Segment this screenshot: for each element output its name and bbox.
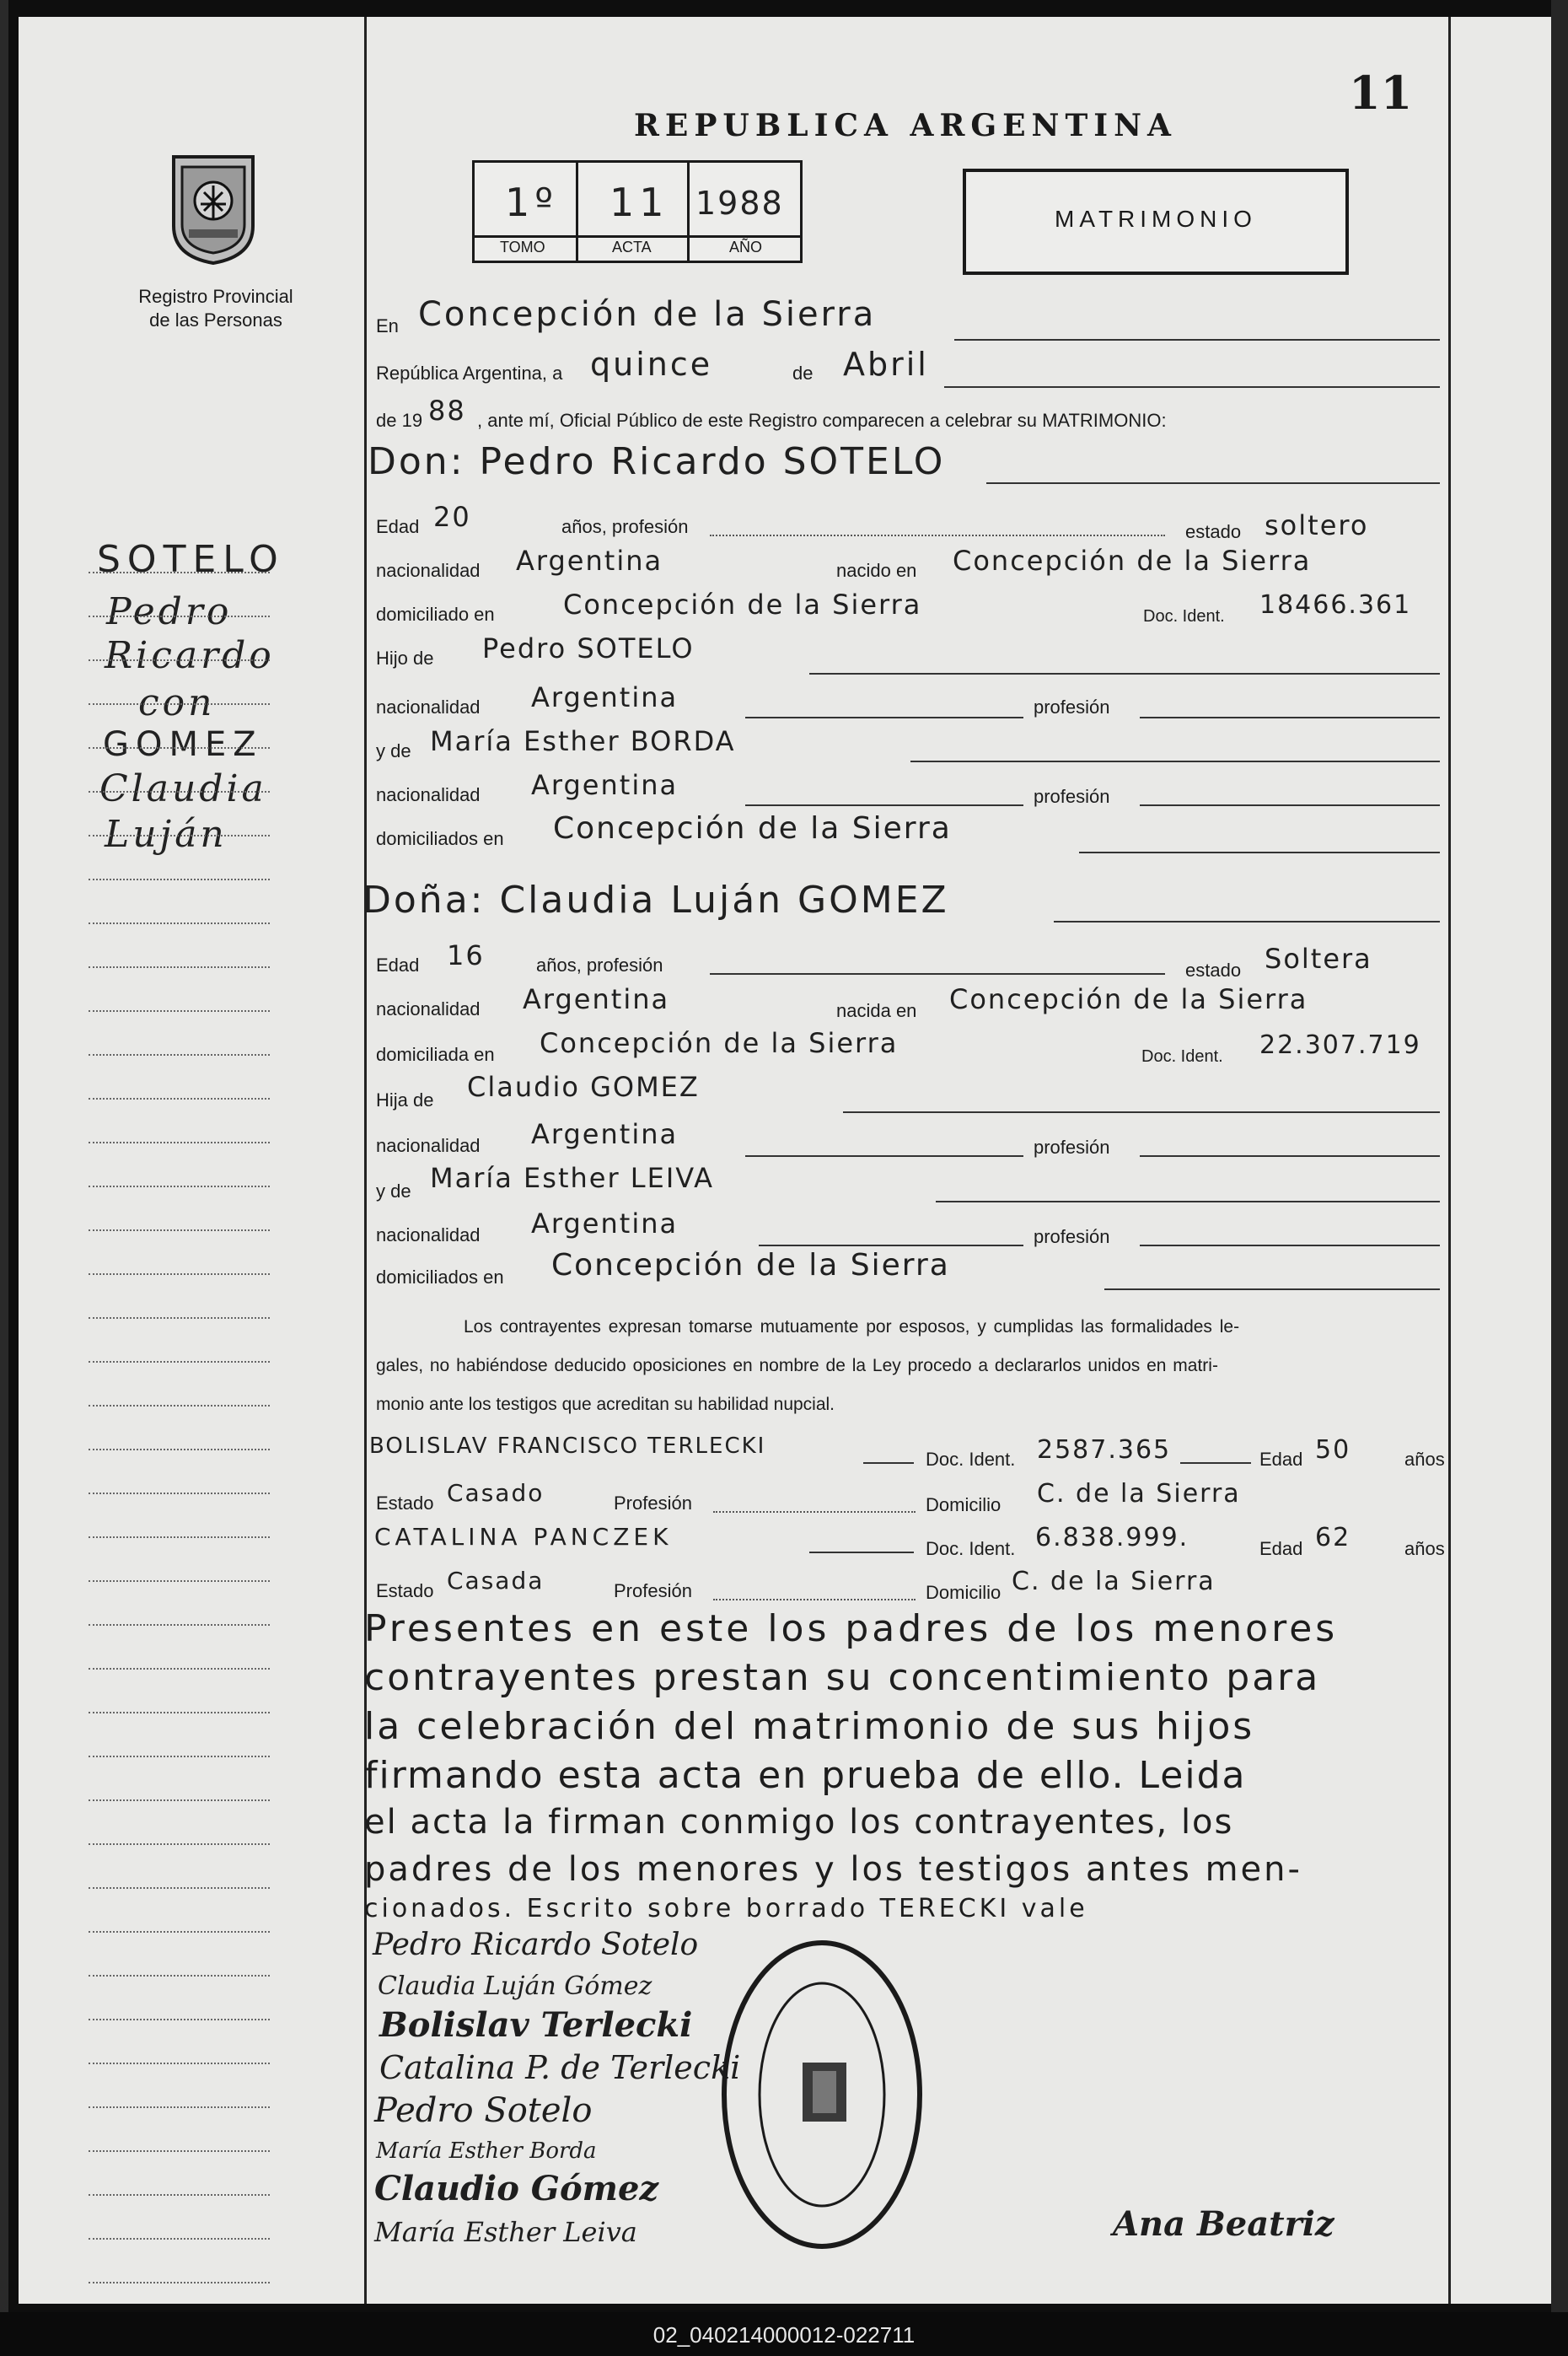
- tomo-label: TOMO: [500, 239, 545, 256]
- groom-y-de-label: y de: [376, 740, 411, 761]
- bride-nacionalidad: Argentina: [523, 983, 670, 1015]
- declaration-line-3: monio ante los testigos que acreditan su habilidad nupcial.: [376, 1395, 835, 1414]
- notes-line-2: contrayentes prestan su concentimiento para: [364, 1656, 1321, 1699]
- act-type-box: [963, 169, 1349, 275]
- groom-mother-prof-label: profesión: [1034, 786, 1110, 807]
- groom-anios-profesion: años, profesión: [561, 516, 689, 537]
- groom-estado-label: estado: [1185, 521, 1242, 542]
- bride-mother-nac: Argentina: [531, 1208, 679, 1240]
- signature-bride-mother: María Esther Leiva: [374, 2216, 637, 2248]
- ruled-line: [89, 1668, 270, 1670]
- ruled-line: [89, 572, 270, 573]
- signature-groom-father: Pedro Sotelo: [374, 2091, 593, 2130]
- ruled-line: [89, 1799, 270, 1801]
- dotted-line: [713, 1599, 916, 1600]
- anio-label: AÑO: [729, 239, 763, 256]
- tomo-acta-box: [472, 160, 803, 263]
- ruled-line: [89, 966, 270, 968]
- witness2-edad-label: Edad: [1259, 1538, 1303, 1559]
- image-code: 02_040214000012-022711: [652, 2322, 916, 2348]
- ruled-line: [89, 1405, 270, 1407]
- ruled-line: [89, 1580, 270, 1582]
- bride-father-nac-label: nacionalidad: [376, 1135, 481, 1156]
- bride-nacida-label: nacida en: [836, 1000, 917, 1021]
- bride-heading: Doña: Claudia Luján GOMEZ: [362, 879, 949, 922]
- groom-hijo-label: Hijo de: [376, 648, 434, 669]
- bride-dom-label: domiciliada en: [376, 1044, 495, 1065]
- fill-line: [1140, 1155, 1440, 1157]
- ruled-line: [89, 1843, 270, 1845]
- signature-witness2: Catalina P. de Terlecki: [379, 2049, 741, 2086]
- ruled-line: [89, 2106, 270, 2108]
- fill-line: [910, 761, 1440, 762]
- page-edge-right: [1551, 0, 1568, 2356]
- acta-value: 11: [609, 180, 669, 225]
- groom-parents-dom: Concepción de la Sierra: [553, 811, 952, 846]
- declaration-line-1: Los contrayentes expresan tomarse mutuamente por esposos, y cumplidas las formalidades le-: [464, 1317, 1240, 1337]
- ruled-line: [89, 2238, 270, 2240]
- dotted-line: [710, 535, 1165, 536]
- bride-hija-label: Hija de: [376, 1089, 434, 1111]
- witness1-doc: 2587.365: [1037, 1435, 1172, 1465]
- witness1-domicilio: C. de la Sierra: [1037, 1479, 1241, 1509]
- ruled-line: [89, 2063, 270, 2064]
- ruled-line: [89, 791, 270, 793]
- witness1-estado-label: Estado: [376, 1493, 434, 1514]
- fill-line: [745, 717, 1023, 718]
- groom-nac-label: nacionalidad: [376, 560, 481, 581]
- registry-line-2: de las Personas: [149, 309, 282, 331]
- groom-nacido: Concepción de la Sierra: [953, 545, 1312, 577]
- ruled-line: [89, 1054, 270, 1056]
- bride-mother-prof-label: profesión: [1034, 1226, 1110, 1247]
- witness2-anios: años: [1404, 1538, 1445, 1559]
- margin-line-left: [364, 17, 367, 2304]
- ruled-line: [89, 1186, 270, 1187]
- de-label: de: [792, 363, 814, 384]
- stamp-text: [718, 1936, 926, 2253]
- tomo-value: 1º: [505, 180, 558, 225]
- notes-line-6: padres de los menores y los testigos antes men-: [364, 1850, 1302, 1889]
- ruled-line: [89, 616, 270, 617]
- ruled-line: [89, 1449, 270, 1450]
- groom-mother-nac: Argentina: [531, 769, 679, 801]
- ruled-line: [89, 659, 270, 661]
- margin-name-2b: Luján: [105, 813, 228, 856]
- marriage-place: Concepción de la Sierra: [418, 295, 877, 334]
- groom-nacionalidad: Argentina: [516, 545, 663, 577]
- document-title: REPUBLICA ARGENTINA: [634, 108, 1177, 143]
- fill-line: [1104, 1288, 1440, 1290]
- bride-father-nac: Argentina: [531, 1118, 679, 1150]
- bride-anios-profesion: años, profesión: [536, 955, 663, 976]
- fill-line: [745, 1155, 1023, 1157]
- fill-line: [1180, 1462, 1251, 1464]
- fill-line: [944, 386, 1440, 388]
- signature-official: Ana Beatriz: [1113, 2204, 1334, 2244]
- fill-line: [809, 673, 1440, 675]
- margin-con: con: [138, 681, 216, 724]
- ruled-line: [89, 1317, 270, 1319]
- fill-line: [710, 973, 1165, 975]
- bride-parents-dom: Concepción de la Sierra: [551, 1248, 950, 1283]
- fill-line: [809, 1552, 914, 1553]
- signature-bride: Claudia Luján Gómez: [378, 1971, 652, 2001]
- bride-mother: María Esther LEIVA: [430, 1162, 714, 1194]
- ruled-line: [89, 1975, 270, 1977]
- ruled-line: [89, 1756, 270, 1757]
- bride-domicilio: Concepción de la Sierra: [540, 1027, 899, 1059]
- witness2-edad: 62: [1315, 1523, 1351, 1552]
- bride-nacida: Concepción de la Sierra: [949, 983, 1308, 1015]
- witness1-estado: Casado: [447, 1479, 545, 1507]
- groom-mother-nac-label: nacionalidad: [376, 784, 481, 805]
- bride-doc: 22.307.719: [1259, 1030, 1421, 1060]
- fill-line: [1054, 921, 1440, 922]
- province-seal-icon: [167, 145, 260, 265]
- groom-father-prof-label: profesión: [1034, 697, 1110, 718]
- groom-domicilio: Concepción de la Sierra: [563, 589, 922, 621]
- margin-surname-2: GOMEZ: [103, 725, 263, 764]
- witness2-domicilio-label: Domicilio: [926, 1582, 1001, 1603]
- bride-edad: 16: [447, 939, 485, 971]
- declaration-line-2: gales, no habiéndose deducido oposiciones en nombre de la Ley procedo a declararlos unidos en matri-: [376, 1356, 1218, 1375]
- notes-line-4: firmando esta acta en prueba de ello. Leida: [364, 1754, 1247, 1797]
- signature-groom: Pedro Ricardo Sotelo: [373, 1928, 699, 1962]
- groom-doc-label: Doc. Ident.: [1143, 607, 1225, 626]
- groom-father-nac: Argentina: [531, 681, 679, 713]
- ruled-line: [89, 2282, 270, 2283]
- fill-line: [986, 482, 1440, 484]
- bride-edad-label: Edad: [376, 955, 420, 976]
- ruled-line: [89, 703, 270, 705]
- groom-father-nac-label: nacionalidad: [376, 697, 481, 718]
- ruled-line: [89, 1887, 270, 1889]
- margin-line-right: [1448, 17, 1451, 2304]
- margin-name-2a: Claudia: [99, 767, 267, 810]
- bride-estado-label: estado: [1185, 960, 1242, 981]
- margin-name-1a: Pedro: [106, 590, 233, 633]
- ruled-line: [89, 1931, 270, 1933]
- witness2-profesion-label: Profesión: [614, 1580, 692, 1601]
- fill-line: [1140, 1245, 1440, 1246]
- marriage-day: quince: [590, 346, 713, 383]
- dotted-line: [713, 1511, 916, 1513]
- official-stamp: [718, 1936, 926, 2253]
- anio-value: 1988: [695, 185, 784, 222]
- ante-mi-text: , ante mí, Oficial Público de este Registro comparecen a celebrar su MATRIMONIO:: [477, 410, 1167, 431]
- notes-line-7: cionados. Escrito sobre borrado TERECKI vale: [364, 1894, 1088, 1923]
- marriage-year: 88: [428, 395, 466, 427]
- registry-line-1: Registro Provincial: [138, 286, 293, 307]
- fill-line: [1140, 804, 1440, 806]
- footer-strip: [0, 2312, 1568, 2356]
- witness1-doc-label: Doc. Ident.: [926, 1449, 1016, 1470]
- ruled-line: [89, 922, 270, 924]
- notes-line-5: el acta la firman conmigo los contrayentes, los: [364, 1803, 1234, 1842]
- groom-father: Pedro SOTELO: [482, 632, 695, 664]
- witness2-doc: 6.838.999.: [1035, 1523, 1189, 1552]
- signature-groom-mother: María Esther Borda: [376, 2138, 597, 2164]
- acta-label: ACTA: [612, 239, 652, 256]
- groom-heading: Don: Pedro Ricardo SOTELO: [368, 440, 946, 483]
- notes-line-3: la celebración del matrimonio de sus hijos: [364, 1705, 1255, 1748]
- ruled-line: [89, 1624, 270, 1626]
- bride-father: Claudio GOMEZ: [467, 1071, 700, 1103]
- margin-surname-1: SOTELO: [97, 538, 285, 581]
- margin-name-1b: Ricardo: [105, 634, 275, 677]
- fill-line: [954, 339, 1440, 341]
- ruled-line: [89, 747, 270, 749]
- binding-edge: [0, 0, 8, 2356]
- fill-line: [759, 1245, 1023, 1246]
- act-type: MATRIMONIO: [1055, 206, 1257, 232]
- groom-dom-label: domiciliado en: [376, 604, 495, 625]
- bride-mother-nac-label: nacionalidad: [376, 1224, 481, 1245]
- ruled-line: [89, 1098, 270, 1100]
- witness2-domicilio: C. de la Sierra: [1012, 1567, 1216, 1596]
- fill-line: [936, 1201, 1440, 1202]
- groom-edad: 20: [433, 501, 471, 533]
- groom-nacido-label: nacido en: [836, 560, 917, 581]
- witness2-name: CATALINA PANCZEK: [374, 1523, 673, 1551]
- fill-line: [1079, 852, 1440, 853]
- ruled-line: [89, 1229, 270, 1231]
- groom-edad-label: Edad: [376, 516, 420, 537]
- fill-line: [863, 1462, 914, 1464]
- ruled-line: [89, 1010, 270, 1012]
- registry-name: [115, 285, 317, 332]
- ruled-line: [89, 1712, 270, 1713]
- groom-parents-dom-label: domiciliados en: [376, 828, 504, 849]
- bride-father-prof-label: profesión: [1034, 1137, 1110, 1158]
- bride-y-de-label: y de: [376, 1181, 411, 1202]
- bride-parents-dom-label: domiciliados en: [376, 1267, 504, 1288]
- ruled-line: [89, 2019, 270, 2020]
- fill-line: [745, 804, 1023, 806]
- ruled-line: [89, 879, 270, 880]
- witness1-anios: años: [1404, 1449, 1445, 1470]
- witness2-estado: Casada: [447, 1567, 545, 1595]
- signature-bride-father: Claudio Gómez: [374, 2169, 659, 2208]
- ruled-line: [89, 1273, 270, 1275]
- ruled-line: [89, 835, 270, 836]
- page-number: 11: [1349, 66, 1413, 120]
- signature-witness1: Bolislav Terlecki: [379, 2005, 693, 2045]
- witness1-edad-label: Edad: [1259, 1449, 1303, 1470]
- witness1-name: BOLISLAV FRANCISCO TERLECKI: [369, 1434, 766, 1459]
- groom-estado: soltero: [1265, 509, 1369, 541]
- witness1-domicilio-label: Domicilio: [926, 1494, 1001, 1515]
- ruled-line: [89, 2194, 270, 2196]
- fill-line: [1140, 717, 1440, 718]
- witness2-estado-label: Estado: [376, 1580, 434, 1601]
- bride-nac-label: nacionalidad: [376, 998, 481, 1019]
- marriage-month: Abril: [843, 346, 929, 383]
- witness1-profesion-label: Profesión: [614, 1493, 692, 1514]
- en-label: En: [376, 315, 399, 336]
- bride-doc-label: Doc. Ident.: [1141, 1047, 1223, 1066]
- groom-mother: María Esther BORDA: [430, 725, 736, 757]
- ruled-line: [89, 1536, 270, 1538]
- bride-estado: Soltera: [1265, 943, 1372, 975]
- ruled-line: [89, 1493, 270, 1494]
- witness1-edad: 50: [1315, 1435, 1351, 1465]
- year-prefix: de 19: [376, 410, 423, 431]
- ruled-line: [89, 1142, 270, 1143]
- ruled-line: [89, 2150, 270, 2152]
- notes-line-1: Presentes en este los padres de los menores: [364, 1607, 1339, 1650]
- republica-label: República Argentina, a: [376, 363, 563, 384]
- fill-line: [843, 1111, 1440, 1113]
- witness2-doc-label: Doc. Ident.: [926, 1538, 1016, 1559]
- groom-doc: 18466.361: [1259, 590, 1412, 620]
- ruled-line: [89, 1361, 270, 1363]
